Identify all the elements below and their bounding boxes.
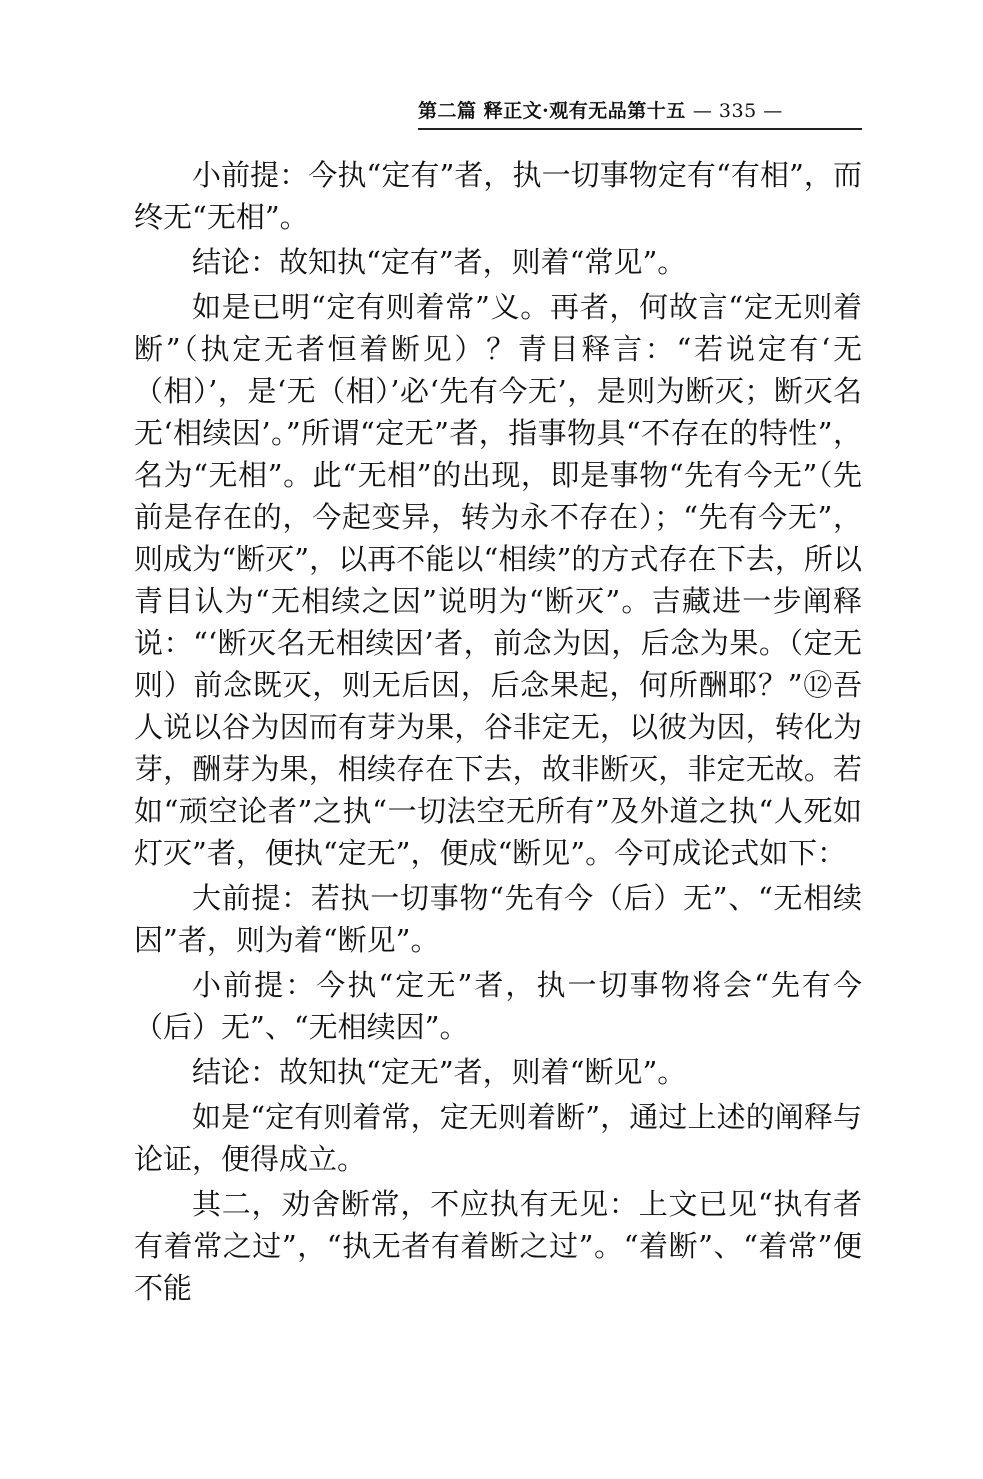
header-part: 第二篇 (418, 100, 477, 122)
header-section: 释正文·观有无品第十五 (483, 100, 686, 122)
paragraph-main-discussion: 如是已明“定有则着常”义。再者，何故言“定无则着断”（执定无者恒着断见）？青目释言：“若说定有‘无（相）’，是‘无（相）’必‘先有今无’，是则为断灭；断灭名无‘相续因’。”所谓“定无”者，指事物具“不存在的特性”，名为“无相”。此“无相”的出现，即是事物“先有今无”（先前是存在的，今起变异，转为永不存在）；“先有今无”，则成为“断灭”，以再不能以“相续”的方式存在下去，所以青目认为“无相续之因”说明为“断灭”。吉藏进一步阐释说：“‘断灭名无相续因’者，前念为因，后念为果。（定无则）前念既灭，则无后因，后念果起，何所酬耶？”⑫吾人说以谷为因而有芽为果，谷非定无，以彼为因，转化为芽，酬芽为果，相续存在下去，故非断灭，非定无故。若如“顽空论者”之执“一切法空无所有”及外道之执“人死如灯灭”者，便执“定无”，便成“断见”。今可成论式如下： (134, 290, 862, 870)
paragraph-minor-premise-2: 小前提：今执“定无”者，执一切事物将会“先有今（后）无”、“无相续因”。 (134, 968, 862, 1044)
paragraph-summary: 如是“定有则着常，定无则着断”，通过上述的阐释与论证，便得成立。 (134, 1100, 862, 1176)
page-number: — 335 — (692, 100, 783, 122)
body-text (134, 154, 862, 1312)
paragraph-second-point: 其二，劝舍断常，不应执有无见：上文已见“执有者有着常之过”，“执无者有着断之过”。“着断”、“着常”便不能 (134, 1187, 862, 1305)
paragraph-conclusion-1: 结论：故知执“定有”者，则着“常见”。 (192, 245, 687, 279)
paragraph-conclusion-2: 结论：故知执“定无”者，则着“断见”。 (192, 1055, 687, 1089)
paragraph-minor-premise-1: 小前提：今执“定有”者，执一切事物定有“有相”，而终无“无相”。 (134, 158, 862, 234)
header-rule (418, 128, 862, 130)
paragraph-major-premise-2: 大前提：若执一切事物“先有今（后）无”、“无相续因”者，则为着“断见”。 (134, 881, 862, 957)
running-header (418, 96, 862, 132)
